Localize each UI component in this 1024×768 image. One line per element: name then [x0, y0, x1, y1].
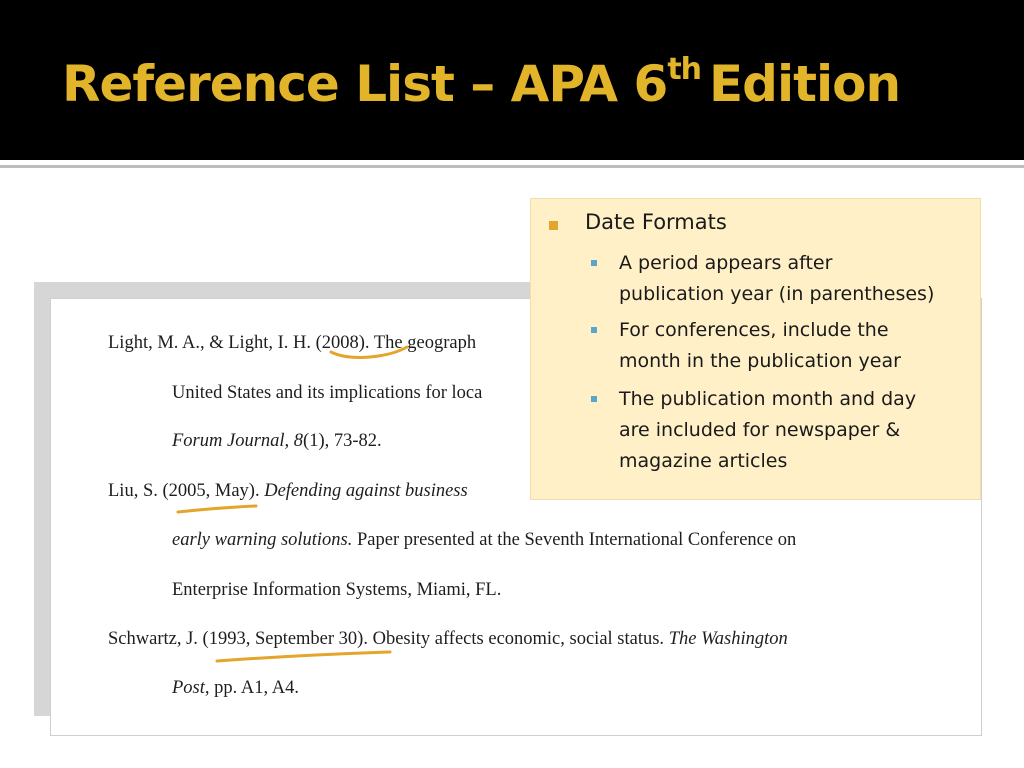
reference-line-5: early warning solutions. Paper presented at the Seventh International Conference on [172, 530, 797, 550]
title-main-text: Reference List – APA 6 [62, 55, 668, 113]
note-item-1: A period appears after publication year (in parentheses) [619, 252, 935, 305]
reference-line-1: Light, M. A., & Light, I. H. (2008). The geograph [108, 333, 477, 353]
underline-1993-september-30 [217, 652, 390, 661]
reference-line-3: Forum Journal, 8(1), 73-82. [172, 431, 382, 451]
reference-line-7: Schwartz, J. (1993, September 30). Obesity affects economic, social status. The Washington [108, 629, 788, 649]
date-formats-heading: Date Formats [585, 210, 727, 234]
date-formats-box [530, 198, 981, 500]
reference-line-2: United States and its implications for loca [172, 383, 483, 403]
square-bullet-icon [591, 260, 597, 266]
square-bullet-icon [591, 396, 597, 402]
square-bullet-icon [549, 221, 558, 230]
square-bullet-icon [591, 327, 597, 333]
reference-line-4: Liu, S. (2005, May). Defending against business [108, 481, 468, 501]
title-superscript: th [667, 52, 702, 87]
note-item-2: For conferences, include the month in the publication year [619, 319, 901, 372]
note-item-3: The publication month and day are included for newspaper & magazine articles [619, 388, 917, 472]
underline-2008 [331, 347, 407, 357]
underline-2005-may [178, 506, 256, 512]
title-end-text: Edition [709, 55, 901, 113]
reference-line-6: Enterprise Information Systems, Miami, FL. [172, 580, 502, 600]
reference-line-8: Post, pp. A1, A4. [172, 678, 299, 698]
